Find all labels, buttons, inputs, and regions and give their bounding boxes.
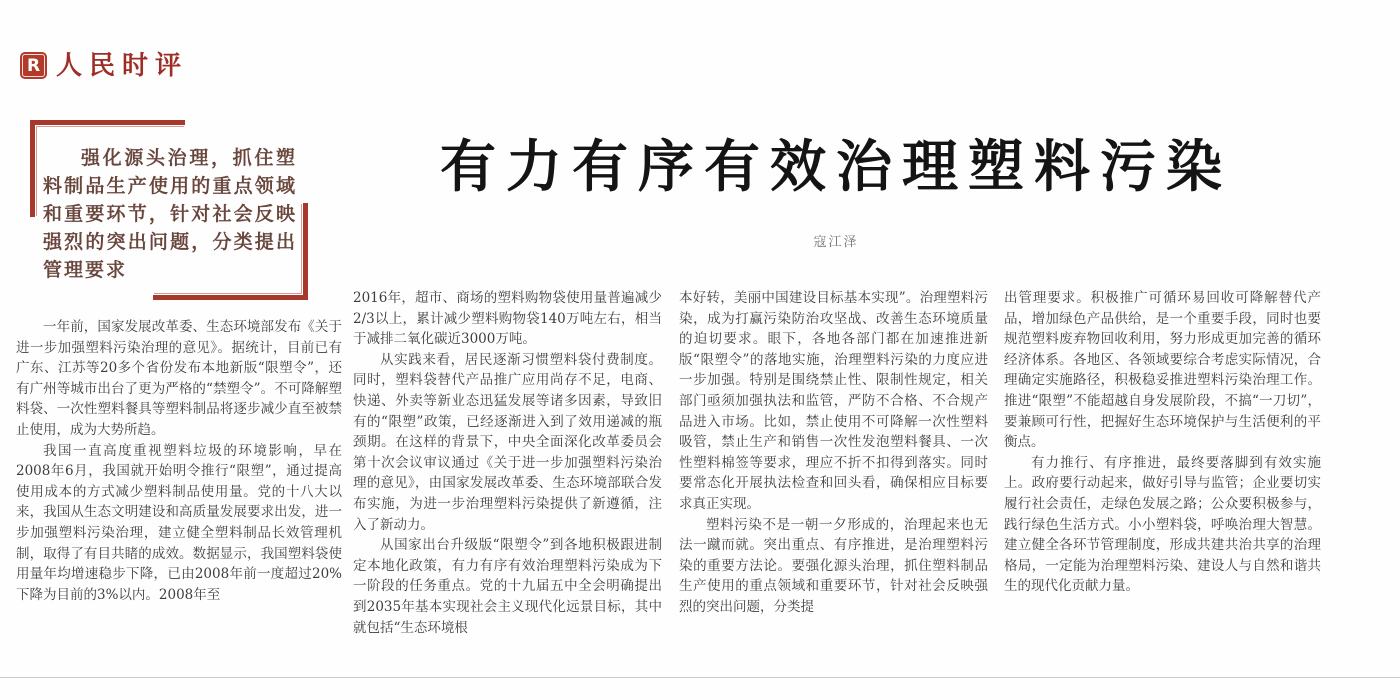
pull-quote-box — [30, 120, 308, 300]
bottom-divider — [0, 677, 1400, 678]
peoples-daily-logo-icon: R — [20, 52, 47, 79]
paragraph: 从国家出台升级版“限塑令”到各地积极跟进制定本地化政策，有力有序有效治理塑料污染成为下一阶段的任务重点。党的十九届五中全会明确提出到2035年基本实现社会主义现代化远景目标，其中就包括“生态环境根 — [353, 537, 662, 636]
article-column-3 — [679, 288, 988, 618]
article-byline: 寇江泽 — [813, 235, 859, 250]
paragraph: 从实践来看，居民逐渐习惯塑料袋付费制度。同时，塑料袋替代产品推广应用尚存不足，电商、快递、外卖等新业态迅猛发展等诸多因素，导致旧有的“限塑”政策，已经逐渐进入到了效用递减的瓶颈期。在这样的背景下，中央全面深化改革委员会第十次会议审议通过《关于进一步加强塑料污染治理的意见》，由国家发展改革委、生态环境部联合发布实施，为进一步治理塑料污染提供了新遵循，注入了新动力。 — [353, 351, 662, 533]
column-header — [20, 52, 188, 79]
article-column-4 — [1004, 288, 1321, 597]
paragraph: 有力推行、有序推进，最终要落脚到有效实施上。政府要行动起来，做好引导与监管；企业要切实履行社会责任，走绿色发展之路；公众要积极参与，践行绿色生活方式。小小塑料袋，呼唤治理大智慧。建立健全各环节管理制度，形成共建共治共享的治理格局，一定能为治理塑料污染、建设人与自然和谐共生的现代化贡献力量。 — [1004, 454, 1321, 595]
article-headline: 有力有序有效治理塑料污染 — [440, 135, 1232, 200]
paragraph-continuation: 2016年，超市、商场的塑料购物袋使用量普遍减少2/3以上，累计减少塑料购物袋140万吨左右，相当于减排二氧化碳近3000万吨。 — [353, 290, 662, 348]
article-column-1 — [16, 317, 342, 605]
paragraph: 塑料污染不是一朝一夕形成的，治理起来也无法一蹴而就。突出重点、有序推进，是治理塑料污染的重要方法论。要强化源头治理，抓住塑料制品生产使用的重点领域和重要环节，针对社会反映强烈的突出问题，分类提 — [679, 516, 988, 615]
column-title: 人民时评 — [56, 50, 189, 81]
pull-quote-text: 强化源头治理，抓住塑料制品生产使用的重点领域和重要环节，针对社会反映强烈的突出问题，分类提出管理要求 — [43, 147, 297, 281]
paragraph-continuation: 出管理要求。积极推广可循环易回收可降解替代产品，增加绿色产品供给，是一个重要手段，同时也要规范塑料废弃物回收利用，努力形成更加完善的循环经济体系。各地区、各领域要综合考虑实际情况，合理确定实施路径，积极稳妥推进塑料污染治理工作。推进“限塑”不能超越自身发展阶段，不搞“一刀切”，要兼顾可行性，把握好生态环境保护与生活便利的平衡点。 — [1004, 290, 1321, 451]
article-column-2 — [353, 288, 662, 638]
paragraph: 一年前，国家发展改革委、生态环境部发布《关于进一步加强塑料污染治理的意见》。据统计，目前已有广东、江苏等20多个省份发布本地新版“限塑令”，还有广州等城市出台了更为严格的“禁塑令”。不可降解塑料袋、一次性塑料餐具等塑料制品将逐步减少直至被禁止使用，成为大势所趋。 — [16, 319, 342, 438]
paragraph-continuation: 本好转，美丽中国建设目标基本实现”。治理塑料污染，成为打赢污染防治攻坚战、改善生态环境质量的迫切要求。眼下，各地各部门都在加速推进新版“限塑令”的落地实施，治理塑料污染的力度应进一步加强。特别是围绕禁止性、限制性规定，相关部门亟须加强执法和监管，严防不合格、不合规产品进入市场。比如，禁止使用不可降解一次性塑料吸管，禁止生产和销售一次性发泡塑料餐具、一次性塑料棉签等要求，理应不折不扣得到落实。同时要常态化开展执法检查和回头看，确保相应目标要求真正实现。 — [679, 290, 988, 512]
paragraph: 我国一直高度重视塑料垃圾的环境影响，早在2008年6月，我国就开始明令推行“限塑”，通过提高使用成本的方式减少塑料制品使用量。党的十八大以来，我国从生态文明建设和高质量发展要求出发，进一步加强塑料污染治理，建立健全塑料制品长效管理机制，取得了有目共睹的成效。数据显示，我国塑料袋使用量年均增速稳步下降，已由2008年前一度超过20%下降为目前的3%以内。2008年至 — [16, 442, 342, 603]
